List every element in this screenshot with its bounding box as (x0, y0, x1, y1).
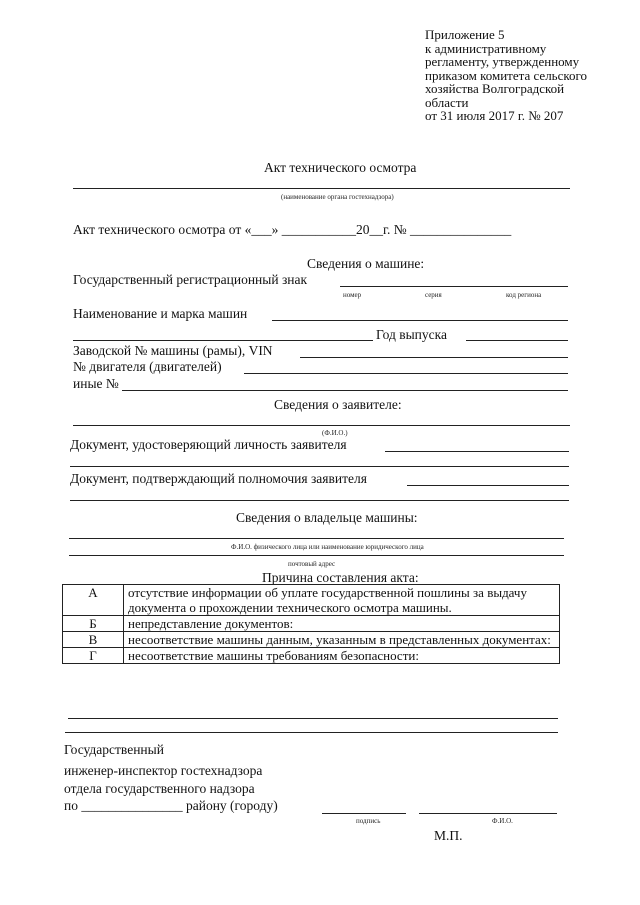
document-title: Акт технического осмотра (264, 160, 417, 175)
reg-series-caption: серия (425, 291, 442, 299)
signature-field[interactable] (322, 813, 406, 814)
applicant-fio-caption: (Ф.И.О.) (322, 429, 348, 437)
other-numbers-label: иные № (73, 376, 119, 391)
inspector-district-line[interactable]: по _______________ району (городу) (64, 798, 278, 813)
applicant-section-heading: Сведения о заявителе: (274, 397, 402, 412)
reason-letter: В (63, 632, 124, 648)
stamp-place-label: М.П. (434, 828, 463, 843)
reason-text: непредставление документов: (124, 616, 560, 632)
reason-text: несоответствие машины данным, указанным в представленных документах: (124, 632, 560, 648)
name-brand-label: Наименование и марка машин (73, 306, 248, 321)
reason-text: отсутствие информации об уплате государственной пошлины за выдачу документа о прохождении технического осмотра машины. (124, 585, 560, 616)
appendix-line: от 31 июля 2017 г. № 207 (425, 108, 564, 123)
owner-name-caption: Ф.И.О. физического лица или наименование юридического лица (231, 543, 424, 551)
id-document-field-continued[interactable] (70, 466, 569, 467)
year-field[interactable] (466, 340, 568, 341)
org-name-field[interactable] (73, 188, 570, 189)
id-document-field[interactable] (385, 451, 569, 452)
signature-caption: подпись (356, 817, 381, 825)
authority-document-field[interactable] (407, 485, 569, 486)
reason-row (63, 616, 560, 632)
owner-address-caption: почтовый адрес (288, 560, 336, 568)
reason-letter: А (63, 585, 124, 616)
org-name-caption: (наименование органа гостехнадзора) (281, 193, 394, 201)
appendix-line: хозяйства Волгоградской (425, 81, 565, 96)
owner-section-heading: Сведения о владельце машины: (236, 510, 418, 525)
reg-region-caption: код региона (506, 291, 542, 299)
other-numbers-field[interactable] (122, 390, 568, 391)
inspector-fio-caption: Ф.И.О. (492, 817, 513, 825)
reason-letter: Г (63, 648, 124, 664)
act-date-number-line[interactable]: Акт технического осмотра от «___» ___________20__г. № _______________ (73, 222, 512, 237)
reasons-heading: Причина составления акта: (262, 570, 419, 585)
appendix-line: регламенту, утвержденному (425, 54, 580, 69)
year-label: Год выпуска (376, 327, 447, 342)
appendix-line: приказом комитета сельского (425, 67, 588, 83)
id-document-label: Документ, удостоверяющий личность заявителя (70, 437, 347, 452)
name-brand-field-continued[interactable] (73, 340, 373, 341)
inspector-line-3: отдела государственного надзора (64, 781, 255, 796)
reason-row (63, 585, 560, 616)
reg-number-caption: номер (343, 291, 362, 299)
inspector-line-2: инженер-инспектор гостехнадзора (64, 763, 263, 778)
reason-letter: Б (63, 616, 124, 632)
reg-sign-field[interactable] (340, 286, 568, 287)
reasons-extra-field[interactable] (68, 718, 558, 719)
engine-label: № двигателя (двигателей) (73, 359, 222, 374)
appendix-line: к административному (425, 40, 547, 56)
reason-row (63, 632, 560, 648)
reasons-table (62, 584, 560, 664)
vin-field[interactable] (300, 357, 568, 358)
inspector-line-1: Государственный (64, 742, 164, 757)
owner-address-field[interactable] (69, 555, 564, 556)
appendix-line: области (425, 94, 469, 110)
owner-name-field[interactable] (69, 538, 564, 539)
authority-document-field-continued[interactable] (70, 500, 569, 501)
vin-label: Заводской № машины (рамы), VIN (73, 343, 273, 358)
appendix-block (425, 28, 587, 123)
machine-section-heading: Сведения о машине: (307, 256, 425, 271)
reg-sign-label: Государственный регистрационный знак (73, 272, 308, 287)
appendix-line: Приложение 5 (425, 27, 505, 42)
inspector-fio-field[interactable] (419, 813, 557, 814)
engine-field[interactable] (244, 373, 568, 374)
reasons-extra-field-2[interactable] (65, 732, 558, 733)
applicant-fio-field[interactable] (73, 425, 570, 426)
reason-row (63, 648, 560, 664)
authority-document-label: Документ, подтверждающий полномочия заявителя (70, 471, 367, 486)
name-brand-field[interactable] (272, 320, 568, 321)
reason-text: несоответствие машины требованиям безопасности: (124, 648, 560, 664)
